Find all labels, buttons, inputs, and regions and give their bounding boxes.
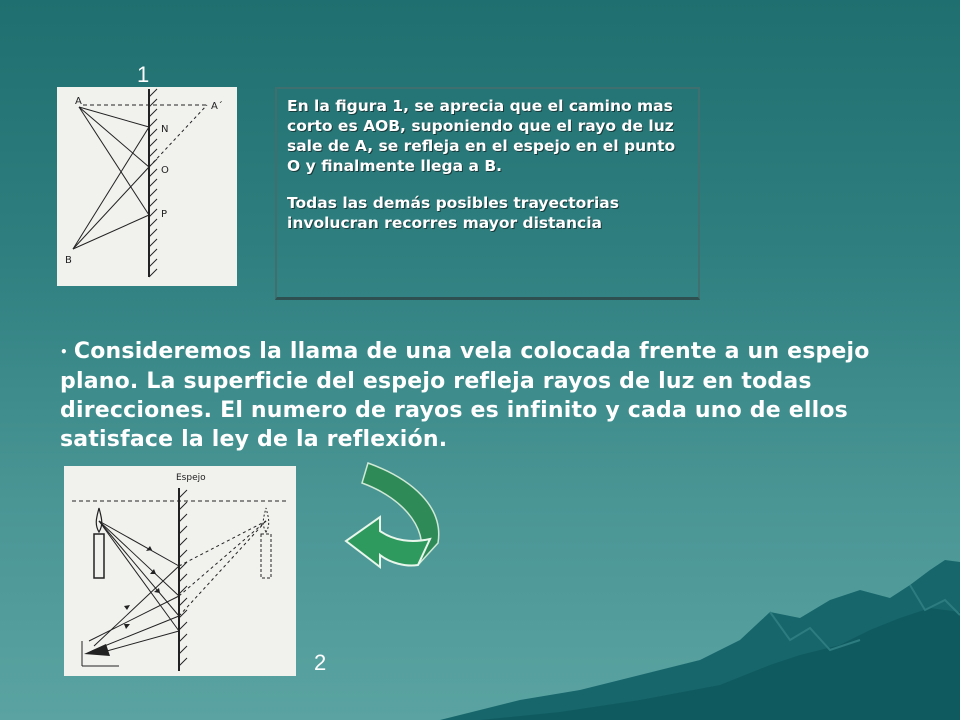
bullet-marker: •	[60, 344, 68, 359]
figure-2-diagram	[64, 466, 296, 676]
point-p-label: P	[161, 209, 168, 220]
figure-1-svg	[57, 87, 237, 286]
explanation-paragraph-1: En la figura 1, se aprecia que el camino mas corto es AOB, suponiendo que el rayo de luz sale de A, se refleja en el espejo en el punto O y finalmente llega a B.	[287, 97, 676, 175]
mirror-label: Espejo	[176, 473, 206, 483]
figure-2-number: 2	[314, 650, 327, 675]
figure-2-svg	[64, 466, 296, 676]
explanation-textbox	[275, 87, 700, 300]
point-n-label: N	[161, 124, 169, 135]
bullet-text: Consideremos la llama de una vela colocada frente a un espejo plano. La superficie del espejo refleja rayos de luz en todas direcciones. El numero de rayos es infinito y cada uno de ellos satisface la ley de la reflexión.	[60, 339, 870, 452]
figure-1-diagram	[57, 87, 237, 286]
bullet-paragraph	[60, 337, 920, 454]
curved-arrow-icon	[340, 455, 450, 575]
point-o-label: O	[161, 165, 169, 176]
point-a-prime-label: A´	[211, 101, 223, 112]
point-a-label: A	[75, 96, 82, 107]
explanation-paragraph-2: Todas las demás posibles trayectorias involucran recorres mayor distancia	[287, 194, 619, 232]
point-b-label: B	[65, 255, 72, 266]
figure-1-number: 1	[137, 62, 150, 87]
